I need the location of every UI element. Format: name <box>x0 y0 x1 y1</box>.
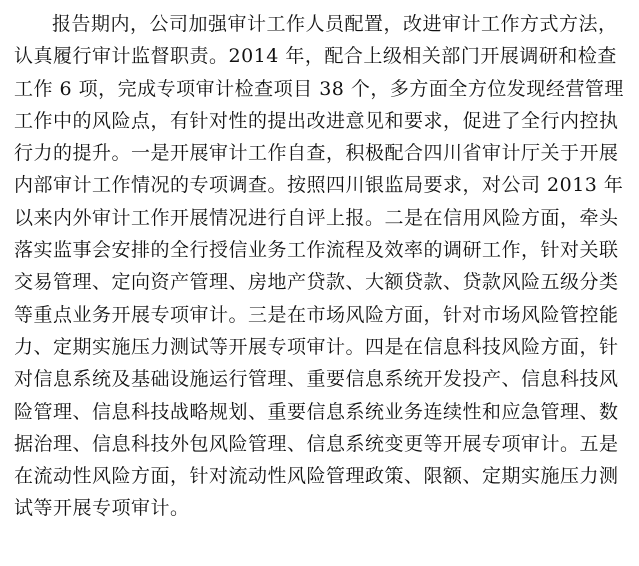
body-paragraph: 报告期内，公司加强审计工作人员配置，改进审计工作方式方法，认真履行审计监督职责。2014 年，配合上级相关部门开展调研和检查工作 6 项，完成专项审计检查项目 38 个，多方面全方位发现经营管理工作中的风险点，有针对性的提出改进意见和要求，促进了全行内控执行力的提升。一是开展审计工作自查，积极配合四川省审计厅关于开展内部审计工作情况的专项调查。按照四川银监局要求，对公司 2013 年以来内外审计工作开展情况进行自评上报。二是在信用风险方面，牵头落实监事会安排的全行授信业务工作流程及效率的调研工作，针对关联交易管理、定向资产管理、房地产贷款、大额贷款、贷款风险五级分类等重点业务开展专项审计。三是在市场风险方面，针对市场风险管控能力、定期实施压力测试等开展专项审计。四是在信息科技风险方面，针对信息系统及基础设施运行管理、重要信息系统开发投产、信息科技风险管理、信息科技战略规划、重要信息系统业务连续性和应急管理、数据治理、信息科技外包风险管理、信息系统变更等开展专项审计。五是在流动性风险方面，针对流动性风险管理政策、限额、定期实施压力测试等开展专项审计。 <box>14 13 624 520</box>
